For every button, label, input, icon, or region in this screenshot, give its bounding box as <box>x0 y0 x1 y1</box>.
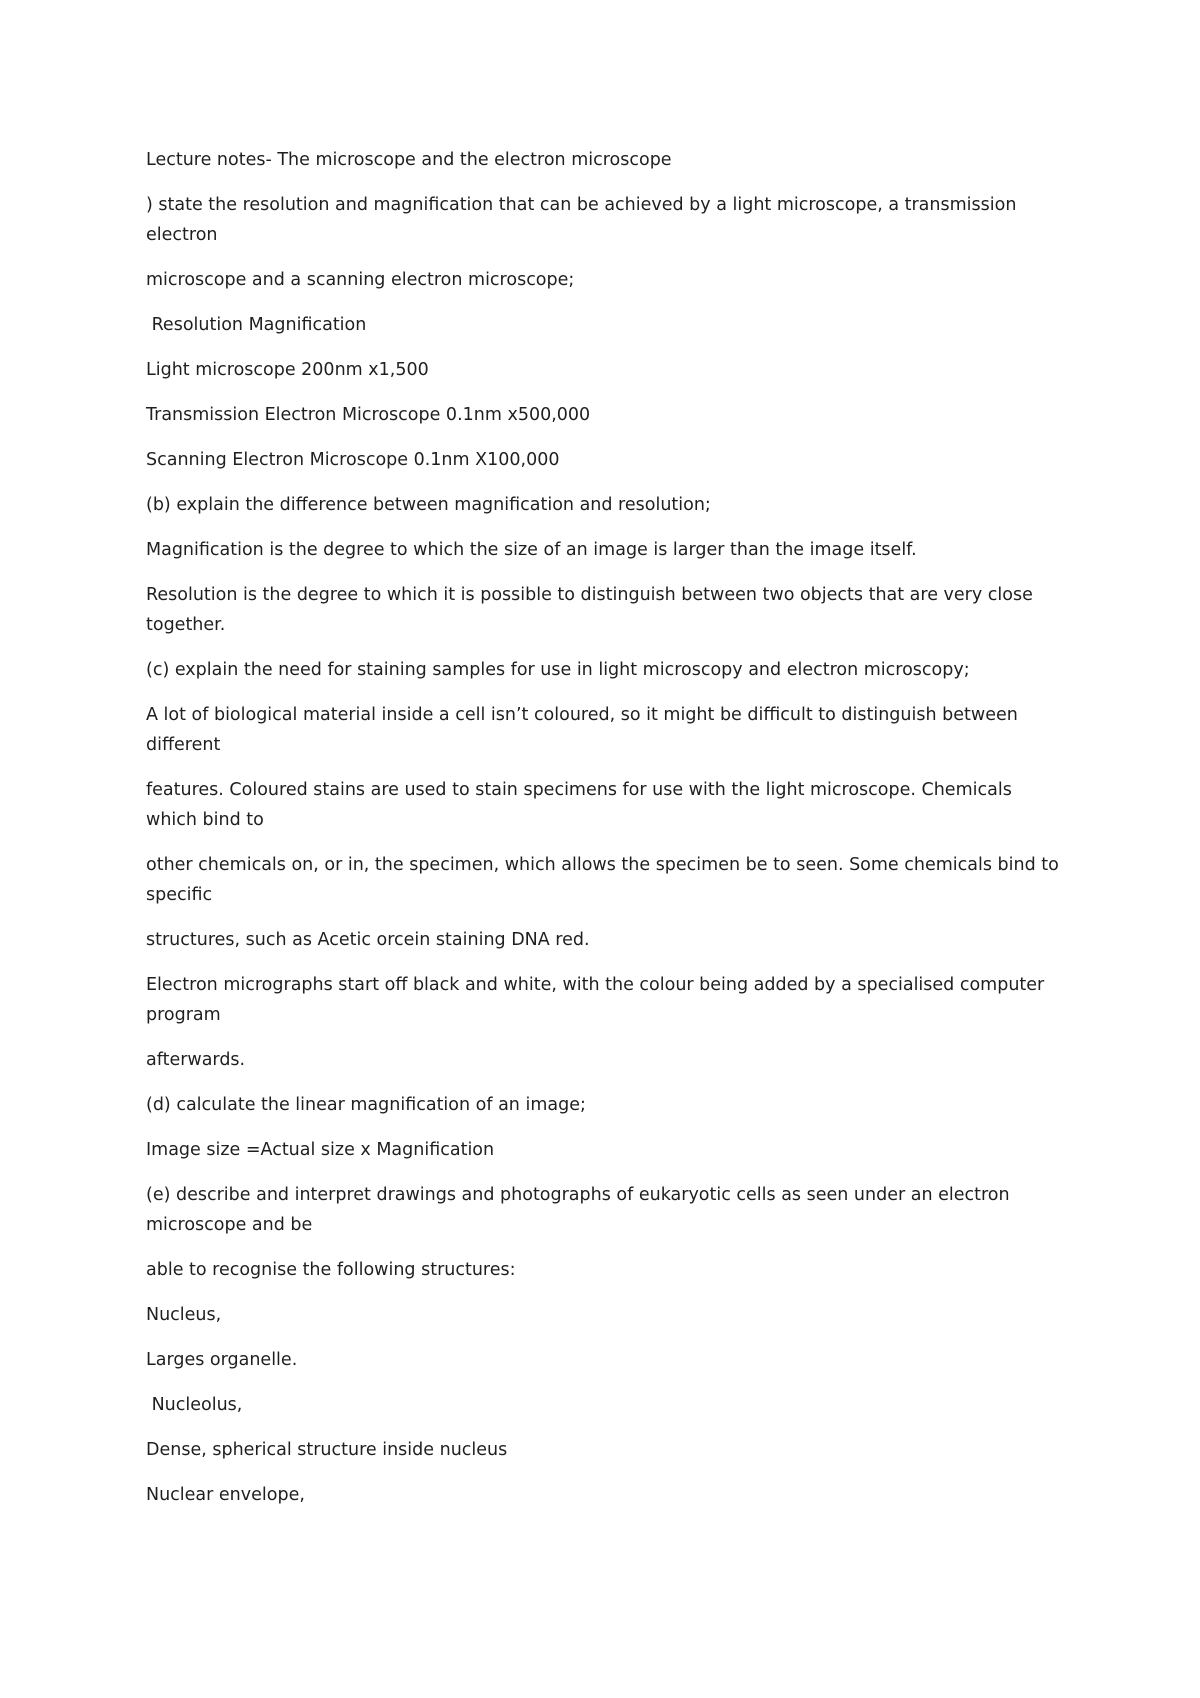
row-light-microscope: Light microscope 200nm x1,500 <box>146 360 429 380</box>
structure-nucleus-description: Larges organelle. <box>146 1350 298 1370</box>
row-scanning-em: Scanning Electron Microscope 0.1nm X100,000 <box>146 450 560 470</box>
objective-e: (e) describe and interpret drawings and photographs of eukaryotic cells as seen under an electron microscope and be <box>146 1185 1010 1235</box>
document-body <box>146 145 1066 1525</box>
staining-paragraph-4: structures, such as Acetic orcein staining DNA red. <box>146 930 590 950</box>
magnification-formula: Image size =Actual size x Magnification <box>146 1140 495 1160</box>
objective-b: (b) explain the difference between magnification and resolution; <box>146 495 711 515</box>
structure-nuclear-envelope: Nuclear envelope, <box>146 1485 305 1505</box>
electron-micrograph-continued: afterwards. <box>146 1050 246 1070</box>
structure-nucleus: Nucleus, <box>146 1305 222 1325</box>
objective-d: (d) calculate the linear magnification of an image; <box>146 1095 586 1115</box>
table-header-row: Resolution Magnification <box>146 315 367 335</box>
document-title: Lecture notes- The microscope and the electron microscope <box>146 150 672 170</box>
staining-paragraph-2: features. Coloured stains are used to stain specimens for use with the light microscope. Chemicals which bind to <box>146 780 1012 830</box>
resolution-definition: Resolution is the degree to which it is possible to distinguish between two objects that are very close together. <box>146 585 1033 635</box>
staining-paragraph-3: other chemicals on, or in, the specimen, which allows the specimen be to seen. Some chemicals bind to specific <box>146 855 1059 905</box>
objective-a-continued: microscope and a scanning electron microscope; <box>146 270 575 290</box>
electron-micrograph-paragraph: Electron micrographs start off black and white, with the colour being added by a specialised computer program <box>146 975 1045 1025</box>
objective-e-continued: able to recognise the following structures: <box>146 1260 516 1280</box>
objective-c: (c) explain the need for staining samples for use in light microscopy and electron microscopy; <box>146 660 970 680</box>
structure-nucleolus-description: Dense, spherical structure inside nucleus <box>146 1440 508 1460</box>
objective-a: ) state the resolution and magnification that can be achieved by a light microscope, a transmission electron <box>146 195 1017 245</box>
row-transmission-em: Transmission Electron Microscope 0.1nm x500,000 <box>146 405 591 425</box>
staining-paragraph-1: A lot of biological material inside a cell isn’t coloured, so it might be difficult to distinguish between different <box>146 705 1018 755</box>
magnification-definition: Magnification is the degree to which the size of an image is larger than the image itself. <box>146 540 917 560</box>
structure-nucleolus: Nucleolus, <box>146 1395 243 1415</box>
